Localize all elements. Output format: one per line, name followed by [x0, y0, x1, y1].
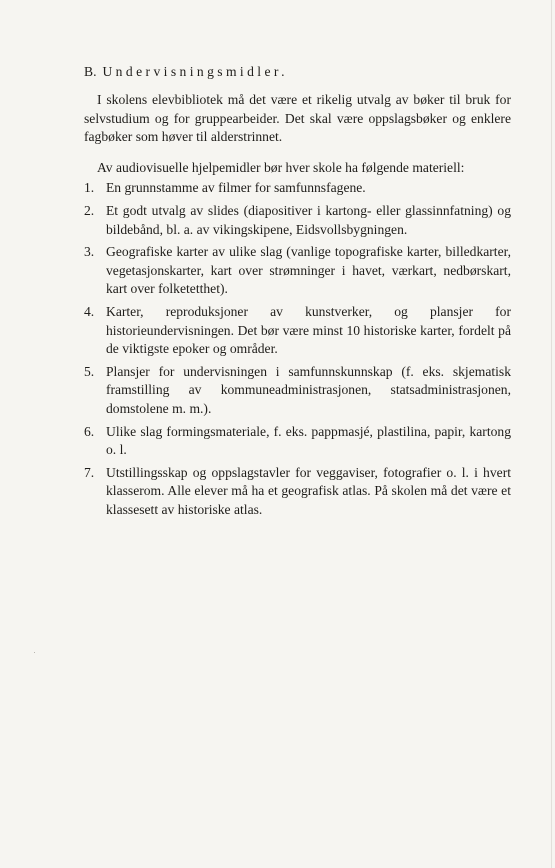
list-item-number: 7. [84, 464, 95, 480]
section-heading [84, 63, 511, 81]
page-edge [551, 0, 552, 868]
paper-speck [34, 652, 35, 653]
page-content [84, 63, 511, 523]
list-item-text: Utstillingsskap og oppslagstavler for veggaviser, fotografier o. l. i hvert klasserom. Alle elever må ha et geografisk atlas. På skolen må det være et klassesett av historiske atlas. [106, 464, 511, 517]
list-item-text: Geografiske karter av ulike slag (vanlige topografiske karter, billedkarter, vegetasjonskarter, kart over strømninger i havet, værkart, nedbørskart, kart over folketetthet). [106, 244, 511, 297]
list-item-number: 5. [84, 363, 95, 379]
section-title: Undervisningsmidler. [102, 64, 288, 79]
list-item [84, 202, 511, 239]
list-item-text: Plansjer for undervisningen i samfunnskunnskap (f. eks. skjematisk framstilling av kommuneadministrasjonen, statsadministrasjonen, domstolene m. m.). [106, 363, 511, 416]
list-item [84, 243, 511, 299]
list-item-number: 3. [84, 244, 95, 260]
list-item [84, 179, 511, 198]
list-item-number: 4. [84, 303, 95, 319]
list-item [84, 303, 511, 359]
list-item [84, 464, 511, 520]
list-item [84, 423, 511, 460]
materials-list [84, 179, 511, 519]
list-item [84, 363, 511, 419]
list-item-text: En grunnstamme av filmer for samfunnsfagene. [106, 180, 366, 196]
paragraph-audiovisual-intro: Av audiovisuelle hjelpemidler bør hver skole ha følgende materiell: [97, 159, 465, 175]
paragraph-library: I skolens elevbibliotek må det være et rikelig utvalg av bøker til bruk for selvstudium og for gruppearbeider. Det skal være oppslagsbøker og enklere fagbøker som høver til alderstrinnet. [84, 92, 511, 145]
list-item-text: Karter, reproduksjoner av kunstverker, og plansjer for historieundervisningen. Det bør være minst 10 historiske karter, fordelt på de viktigste epoker og områder. [106, 303, 511, 357]
list-item-number: 6. [84, 423, 95, 439]
list-item-number: 1. [84, 180, 95, 196]
section-letter: B. [84, 64, 97, 79]
list-item-text: Et godt utvalg av slides (diapositiver i kartong- eller glassinnfatning) og bildebånd, bl. a. av vikingskipene, Eidsvollsbygningen. [106, 202, 511, 237]
list-item-text: Ulike slag formingsmateriale, f. eks. pappmasjé, plastilina, papir, kartong o. l. [106, 423, 511, 458]
list-item-number: 2. [84, 202, 95, 218]
